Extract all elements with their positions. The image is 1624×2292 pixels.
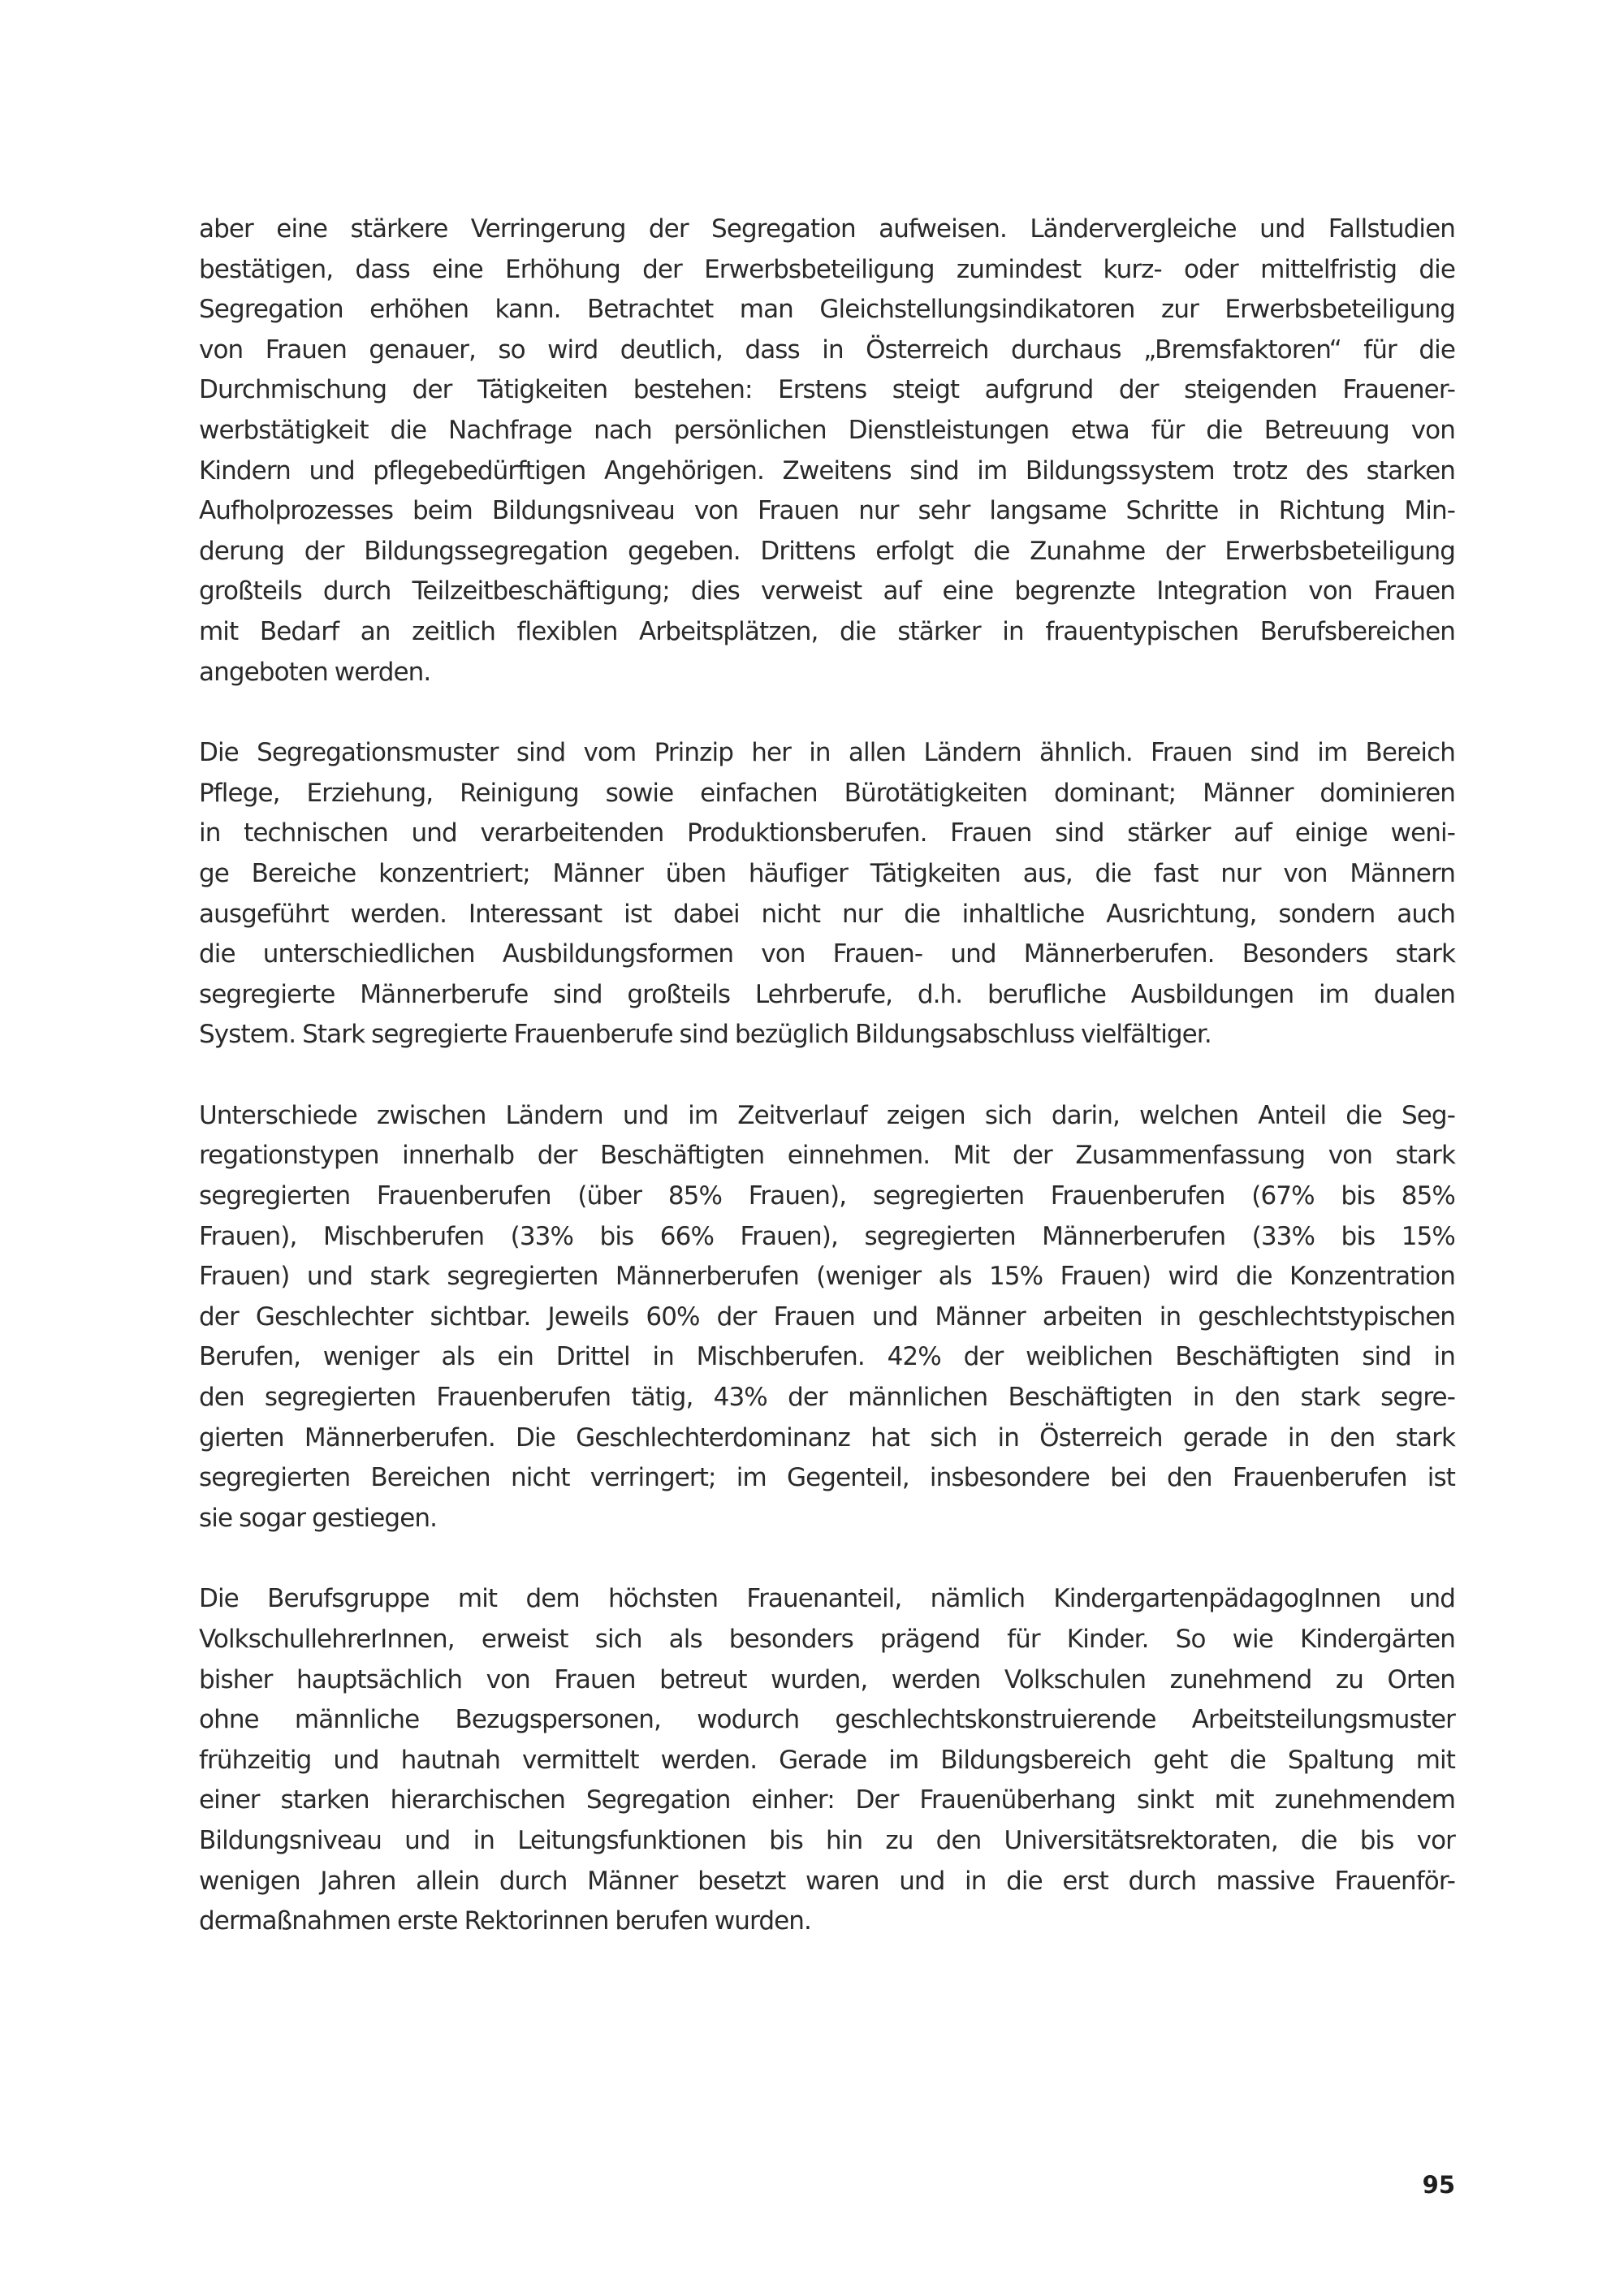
- text-line: Segregation erhöhen kann. Betrachtet man Gleichstellungsindikatoren zur Erwerbsbeteiligung: [199, 295, 1455, 325]
- text-line: der Geschlechter sichtbar. Jeweils 60% der Frauen und Männer arbeiten in geschlechtstypischen: [199, 1301, 1455, 1332]
- text-line: sie sogar gestiegen.: [199, 1503, 438, 1533]
- text-line: den segregierten Frauenberufen tätig, 43% der männlichen Beschäftigten in den stark segre-: [199, 1383, 1455, 1413]
- text-line: ge Bereiche konzentriert; Männer üben häufiger Tätigkeiten aus, die fast nur von Männern: [199, 858, 1455, 888]
- text-line: gierten Männerberufen. Die Geschlechterdominanz hat sich in Österreich gerade in den stark: [199, 1422, 1455, 1452]
- text-line: von Frauen genauer, so wird deutlich, dass in Österreich durchaus „Bremsfaktoren“ für die: [199, 335, 1455, 365]
- text-line: in technischen und verarbeitenden Produktionsberufen. Frauen sind stärker auf einige weni-: [199, 818, 1455, 848]
- text-line: aber eine stärkere Verringerung der Segregation aufweisen. Ländervergleiche und Fallstudien: [199, 214, 1455, 244]
- page-number: 95: [1422, 2171, 1455, 2199]
- text-line: Kindern und pflegebedürftigen Angehörigen. Zweitens sind im Bildungssystem trotz des starken: [199, 455, 1455, 486]
- text-line: angeboten werden.: [199, 657, 431, 687]
- document-body: [199, 209, 1455, 1983]
- text-line: mit Bedarf an zeitlich flexiblen Arbeitsplätzen, die stärker in frauentypischen Berufsbereichen: [199, 616, 1455, 646]
- text-line: Bildungsniveau und in Leitungsfunktionen bis hin zu den Universitätsrektoraten, die bis vor: [199, 1825, 1455, 1855]
- text-line: System. Stark segregierte Frauenberufe sind bezüglich Bildungsabschluss vielfältiger.: [199, 1020, 1212, 1050]
- text-line: die unterschiedlichen Ausbildungsformen von Frauen- und Männerberufen. Besonders stark: [199, 939, 1455, 969]
- text-line: ohne männliche Bezugspersonen, wodurch geschlechtskonstruierende Arbeitsteilungsmuster: [199, 1705, 1455, 1735]
- text-line: regationstypen innerhalb der Beschäftigten einnehmen. Mit der Zusammenfassung von stark: [199, 1141, 1455, 1171]
- text-line: Berufen, weniger als ein Drittel in Mischberufen. 42% der weiblichen Beschäftigten sind in: [199, 1342, 1455, 1372]
- text-line: ausgeführt werden. Interessant ist dabei nicht nur die inhaltliche Ausrichtung, sondern auch: [199, 899, 1455, 929]
- text-line: wenigen Jahren allein durch Männer besetzt waren und in die erst durch massive Frauenför-: [199, 1866, 1455, 1896]
- paragraph-4: [199, 1579, 1455, 1941]
- text-line: derung der Bildungssegregation gegeben. Drittens erfolgt die Zunahme der Erwerbsbeteiligung: [199, 536, 1455, 566]
- text-line: großteils durch Teilzeitbeschäftigung; dies verweist auf eine begrenzte Integration von Frauen: [199, 576, 1455, 606]
- text-line: segregierte Männerberufe sind großteils Lehrberufe, d.h. berufliche Ausbildungen im dualen: [199, 979, 1455, 1009]
- text-line: Aufholprozesses beim Bildungsniveau von Frauen nur sehr langsame Schritte in Richtung Min-: [199, 496, 1455, 526]
- text-line: dermaßnahmen erste Rektorinnen berufen wurden.: [199, 1906, 811, 1936]
- text-line: bisher hauptsächlich von Frauen betreut wurden, werden Volkschulen zunehmend zu Orten: [199, 1664, 1455, 1694]
- paragraph-2: [199, 733, 1455, 1055]
- text-line: Frauen), Mischberufen (33% bis 66% Frauen), segregierten Männerberufen (33% bis 15%: [199, 1221, 1455, 1251]
- text-line: Pflege, Erziehung, Reinigung sowie einfachen Bürotätigkeiten dominant; Männer dominieren: [199, 778, 1455, 808]
- text-line: segregierten Bereichen nicht verringert; im Gegenteil, insbesondere bei den Frauenberufen ist: [199, 1463, 1455, 1493]
- paragraph-3: [199, 1096, 1455, 1539]
- text-line: VolkschullehrerInnen, erweist sich als besonders prägend für Kinder. So wie Kindergärten: [199, 1625, 1455, 1654]
- text-line: frühzeitig und hautnah vermittelt werden. Gerade im Bildungsbereich geht die Spaltung mit: [199, 1745, 1455, 1775]
- text-line: bestätigen, dass eine Erhöhung der Erwerbsbeteiligung zumindest kurz- oder mittelfristig die: [199, 254, 1455, 284]
- text-line: Unterschiede zwischen Ländern und im Zeitverlauf zeigen sich darin, welchen Anteil die Seg-: [199, 1100, 1455, 1130]
- text-line: Frauen) und stark segregierten Männerberufen (weniger als 15% Frauen) wird die Konzentration: [199, 1262, 1455, 1292]
- text-line: werbstätigkeit die Nachfrage nach persönlichen Dienstleistungen etwa für die Betreuung von: [199, 415, 1455, 445]
- text-line: segregierten Frauenberufen (über 85% Frauen), segregierten Frauenberufen (67% bis 85%: [199, 1181, 1455, 1211]
- text-line: Die Berufsgruppe mit dem höchsten Frauenanteil, nämlich KindergartenpädagogInnen und: [199, 1584, 1455, 1614]
- text-line: Durchmischung der Tätigkeiten bestehen: Erstens steigt aufgrund der steigenden Frauener-: [199, 375, 1455, 405]
- text-line: einer starken hierarchischen Segregation einher: Der Frauenüberhang sinkt mit zunehmendem: [199, 1785, 1455, 1815]
- paragraph-1: [199, 209, 1455, 693]
- text-line: Die Segregationsmuster sind vom Prinzip her in allen Ländern ähnlich. Frauen sind im Bereich: [199, 738, 1455, 768]
